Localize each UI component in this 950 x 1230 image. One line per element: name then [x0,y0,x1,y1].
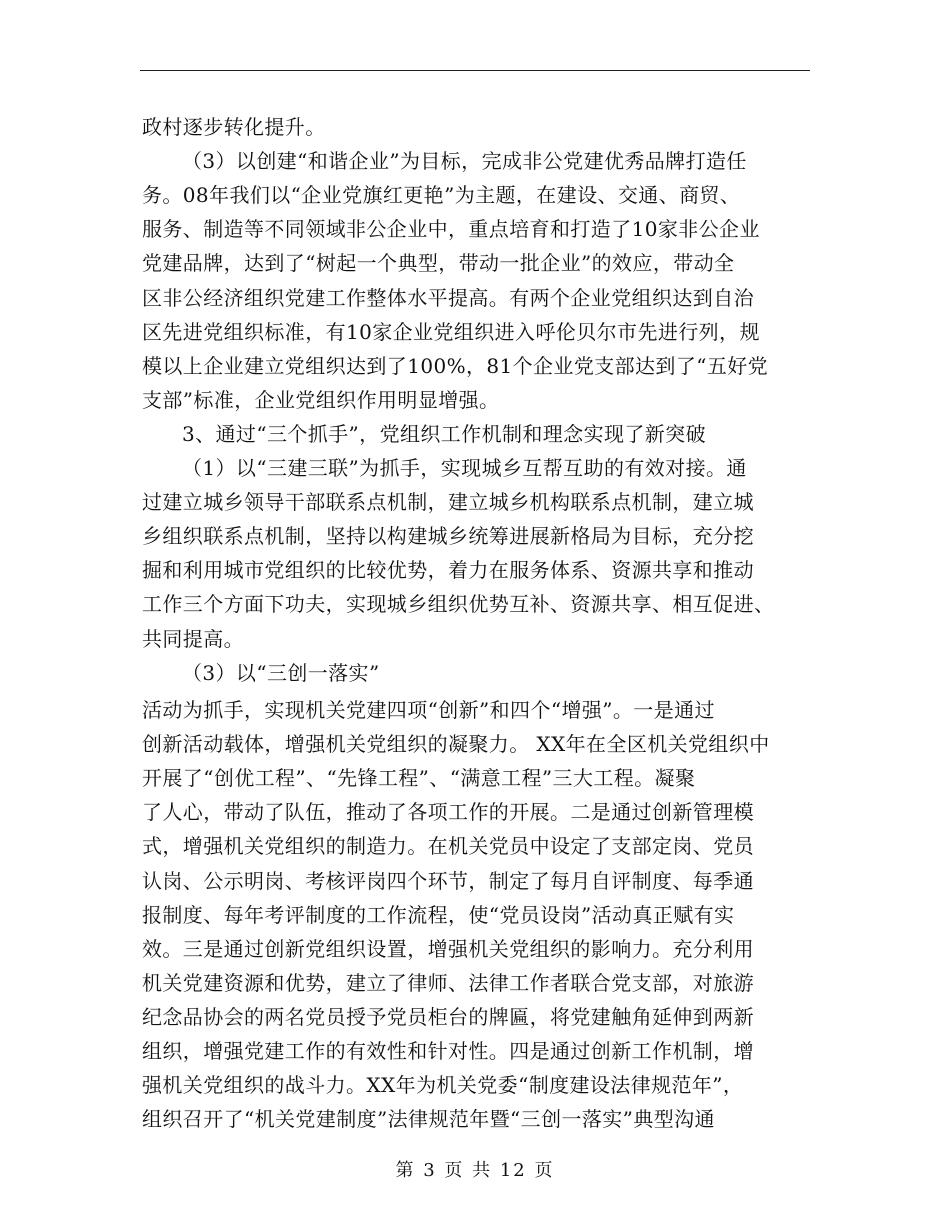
text-line: 开展了“创优工程”、“先锋工程”、“满意工程”三大工程。凝聚 [142,766,696,791]
text-line: 过建立城乡领导干部联系点机制，建立城乡机构联系点机制，建立城 [142,490,754,515]
text-line: 认岗、公示明岗、考核评岗四个环节，制定了每月自评制度、每季通 [142,868,754,893]
text-line: 了人心，带动了队伍，推动了各项工作的开展。二是通过创新管理模 [142,800,754,825]
text-line: 政村逐步转化提升。 [142,115,326,139]
text-line: （3）以创建“和谐企业”为目标，完成非公党建优秀品牌打造任 [182,149,747,174]
text-line: 掘和利用城市党组织的比较优势，着力在服务体系、资源共享和推动 [142,558,754,583]
text-line: 党建品牌，达到了“树起一个典型，带动一批企业”的效应，带动全 [142,251,735,276]
text-line: 纪念品协会的两名党员授予党员柜台的牌匾，将党建触角延伸到两新 [142,1004,754,1029]
text-line: 报制度、每年考评制度的工作流程，使“党员设岗”活动真正赋有实 [142,902,735,927]
text-line: 乡组织联系点机制，坚持以构建城乡统筹进展新格局为目标，充分挖 [142,524,754,549]
header-rule [140,70,810,71]
text-line: 区先进党组织标准，有10家企业党组织进入呼伦贝尔市先进行列，规 [142,319,760,344]
text-line: 区非公经济组织党建工作整体水平提高。有两个企业党组织达到自治 [142,285,754,310]
text-line: 组织，增强党建工作的有效性和针对性。四是通过创新工作机制，增 [142,1039,754,1063]
text-line: 模以上企业建立党组织达到了100%，81个企业党支部达到了“五好党 [142,353,769,378]
text-line: 机关党建资源和优势，建立了律师、法律工作者联合党支部，对旅游 [142,970,754,995]
text-line: 支部”标准，企业党组织作用明显增强。 [142,387,500,412]
page-footer: 第 3 页 共 12 页 [395,1160,555,1181]
text-line: 组织召开了“机关党建制度”法律规范年暨“三创一落实”典型沟通 [142,1107,715,1132]
text-line: （1）以“三建三联”为抓手，实现城乡互帮互助的有效对接。通 [182,456,747,480]
text-line: （3）以“三创一落实” [182,660,380,685]
text-line: 式，增强机关党组织的制造力。在机关党员中设定了支部定岗、党员 [142,834,754,859]
text-line: 3、通过“三个抓手”，党组织工作机制和理念实现了新突破 [182,421,706,446]
text-line: 效。三是通过创新党组织设置，增强机关党组织的影响力。充分利用 [142,936,754,961]
text-line: 务。08年我们以“企业党旗红更艳”为主题，在建设、交通、商贸、 [142,183,741,208]
text-line: 工作三个方面下功夫，实现城乡组织优势互补、资源共享、相互促进、 [142,592,775,617]
text-line: 强机关党组织的战斗力。XX年为机关党委“制度建设法律规范年”， [142,1073,744,1098]
text-line: 活动为抓手，实现机关党建四项“创新”和四个“增强”。一是通过 [142,698,715,722]
text-line: 共同提高。 [142,626,244,651]
text-line: 服务、制造等不同领域非公企业中，重点培育和打造了10家非公企业 [142,217,760,242]
text-line: 创新活动载体，增强机关党组织的凝聚力。 XX年在全区机关党组织中 [142,732,770,757]
